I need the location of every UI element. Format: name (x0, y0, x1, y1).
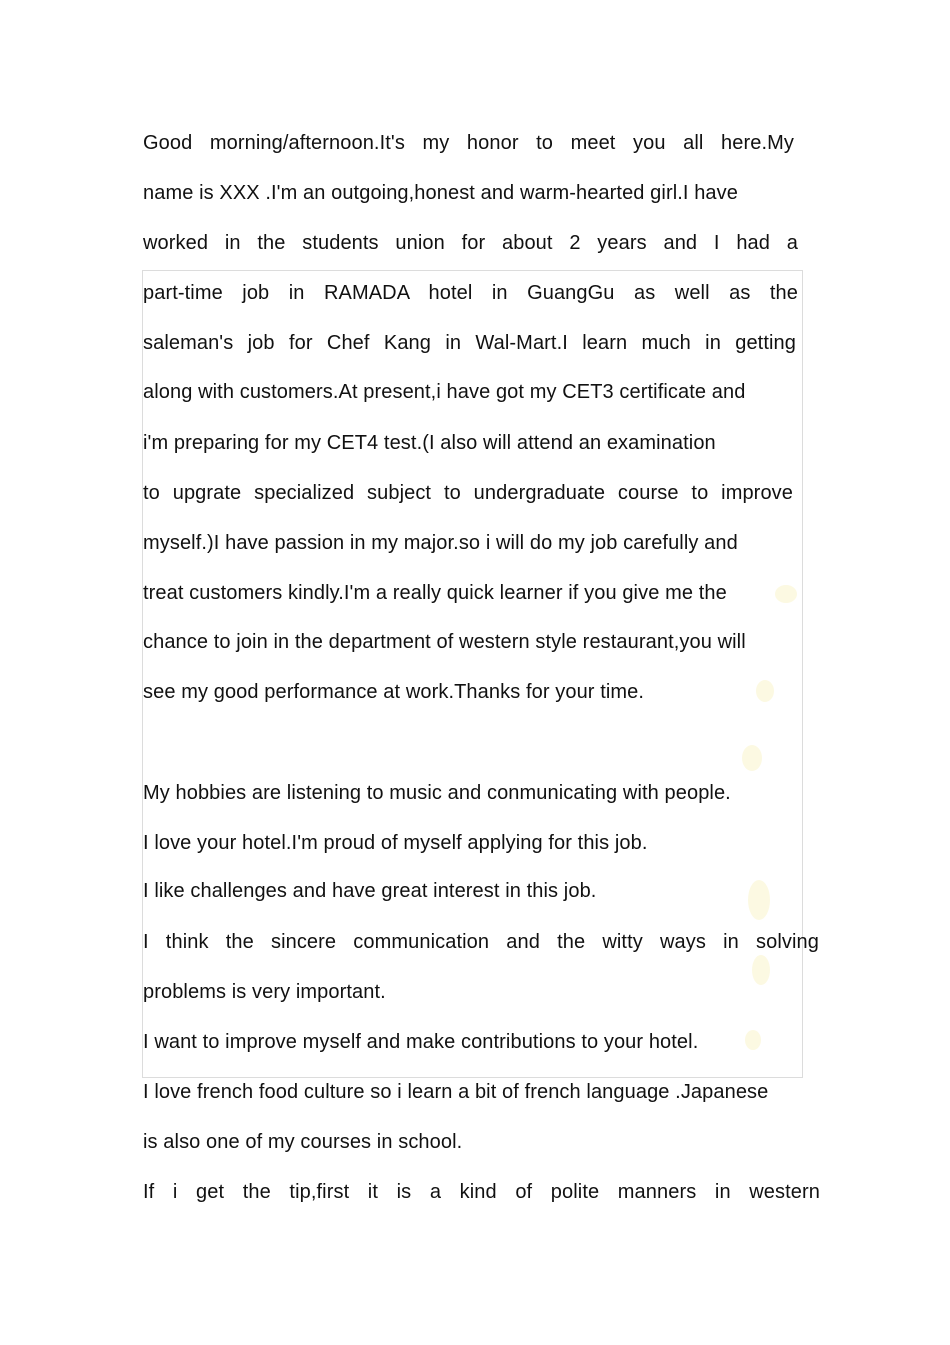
background-smudge (756, 680, 774, 702)
text-line: myself.)I have passion in my major.so i will do my job carefully and (143, 532, 738, 554)
text-line: i'm preparing for my CET4 test.(I also will attend an examination (143, 432, 716, 454)
text-line: Good morning/afternoon.It's my honor to meet you all here.My (143, 132, 794, 154)
background-smudge (742, 745, 762, 771)
text-line: I think the sincere communication and the witty ways in solving (143, 931, 819, 953)
text-line: I like challenges and have great interest in this job. (143, 880, 597, 902)
text-line: saleman's job for Chef Kang in Wal-Mart.I learn much in getting (143, 332, 796, 354)
text-line: My hobbies are listening to music and conmunicating with people. (143, 782, 731, 804)
text-line: I want to improve myself and make contributions to your hotel. (143, 1031, 699, 1053)
text-line: see my good performance at work.Thanks for your time. (143, 681, 645, 703)
text-line: treat customers kindly.I'm a really quick learner if you give me the (143, 582, 727, 604)
text-line: chance to join in the department of western style restaurant,you will (143, 631, 746, 653)
text-line: worked in the students union for about 2 years and I had a (143, 232, 798, 254)
text-line: problems is very important. (143, 981, 386, 1003)
background-smudge (748, 880, 770, 920)
text-line: If i get the tip,first it is a kind of polite manners in western (143, 1181, 820, 1203)
text-line: part-time job in RAMADA hotel in GuangGu as well as the (143, 282, 798, 304)
background-smudge (775, 585, 797, 603)
text-line: I love your hotel.I'm proud of myself applying for this job. (143, 832, 648, 854)
background-smudge (745, 1030, 761, 1050)
text-line: is also one of my courses in school. (143, 1131, 463, 1153)
text-line: I love french food culture so i learn a bit of french language .Japanese (143, 1081, 769, 1103)
text-line: along with customers.At present,i have got my CET3 certificate and (143, 381, 746, 403)
background-smudge (752, 955, 770, 985)
text-line: to upgrate specialized subject to undergraduate course to improve (143, 482, 793, 504)
text-line: name is XXX .I'm an outgoing,honest and warm-hearted girl.I have (143, 182, 738, 204)
